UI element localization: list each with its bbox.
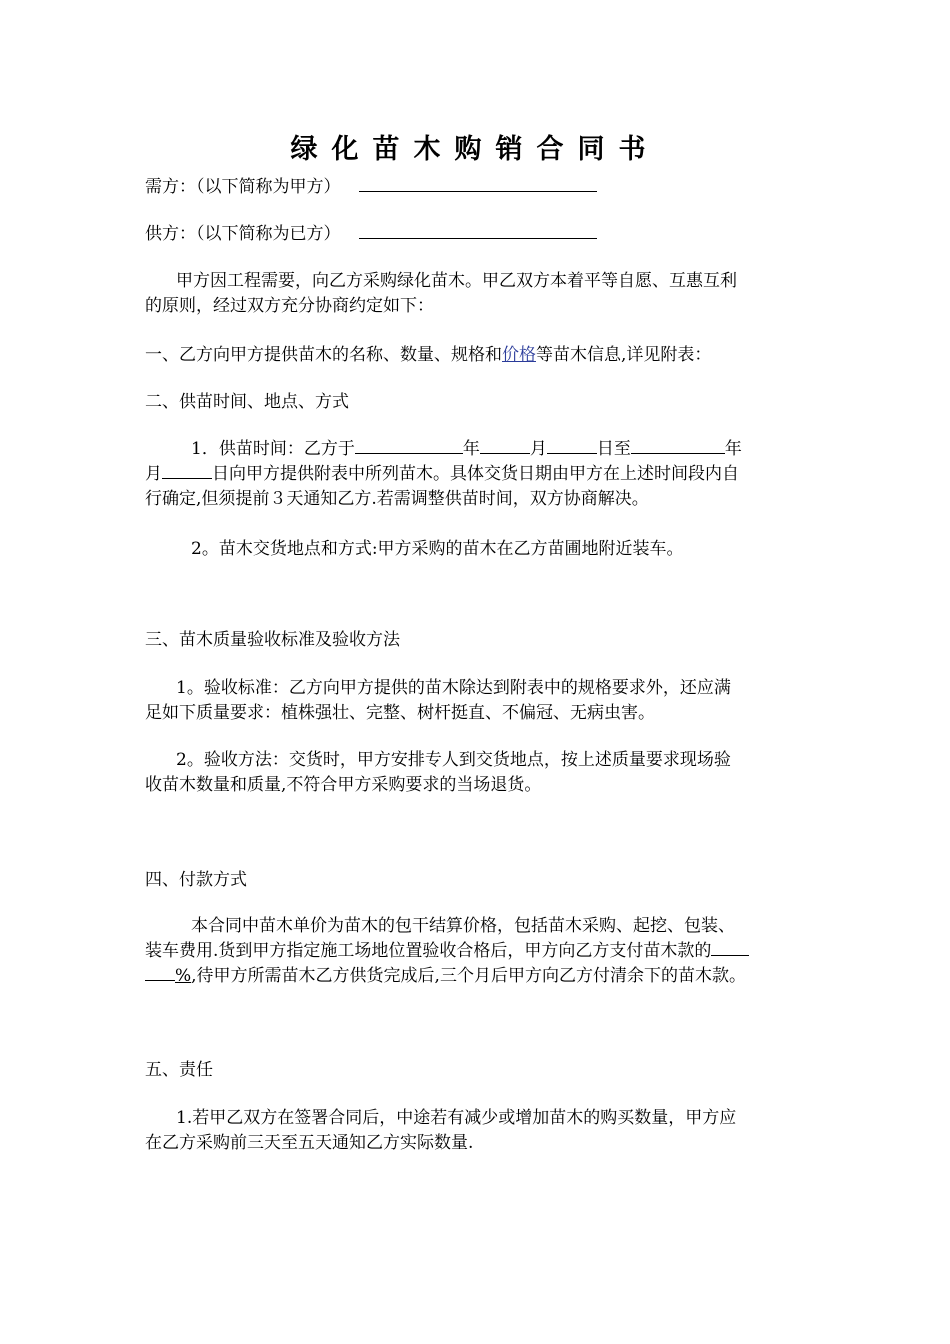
supplier-label: 供方：（以下简称为已方） (145, 224, 341, 244)
month-label-2: 月 (145, 464, 162, 484)
percent-sign: % (175, 966, 192, 986)
section-3-heading: 三、苗木质量验收标准及验收方法 (145, 630, 400, 650)
buyer-line (145, 175, 597, 199)
acceptance-method-line-2: 收苗木数量和质量,不符合甲方采购要求的当场退货。 (145, 775, 542, 795)
start-day-blank[interactable] (547, 437, 597, 454)
acceptance-standard-line-2: 足如下质量要求：植株强壮、完整、树杆挺直、不偏冠、无病虫害。 (145, 703, 655, 723)
section-5-heading: 五、责任 (145, 1060, 213, 1080)
delivery-method: 2。苗木交货地点和方式:甲方采购的苗木在乙方苗圃地附近装车。 (191, 539, 684, 559)
section-2-heading: 二、供苗时间、地点、方式 (145, 392, 349, 412)
payment-text: 装车费用.货到甲方指定施工场地位置验收合格后，甲方向乙方支付苗木款的 (145, 941, 712, 961)
document-title: 绿化苗木购销合同书 (290, 134, 660, 165)
supply-time-label: 1．供苗时间：乙方于 (191, 439, 355, 459)
day-to-label: 日至 (596, 439, 631, 459)
intro-line-1: 甲方因工程需要，向乙方采购绿化苗木。甲乙双方本着平等自愿、互惠互利 (176, 271, 737, 291)
year-label: 年 (462, 439, 480, 459)
responsibility-line-1: 1.若甲乙双方在签署合同后，中途若有减少或增加苗木的购买数量，甲方应 (176, 1108, 737, 1128)
year-label-2: 年 (724, 439, 742, 459)
supply-time-line-1 (191, 437, 742, 461)
payment-percent-blank[interactable] (711, 939, 749, 956)
buyer-name-blank[interactable] (359, 177, 597, 192)
supply-time-line-2 (145, 462, 739, 486)
payment-line-2 (145, 939, 749, 963)
acceptance-method-line-1: 2。验收方法：交货时，甲方安排专人到交货地点，按上述质量要求现场验 (176, 750, 731, 770)
supply-time-text: 日向甲方提供附表中所列苗木。具体交货日期由甲方在上述时间段内自 (212, 464, 739, 484)
supplier-line (145, 222, 597, 246)
supplier-name-blank[interactable] (359, 224, 597, 239)
acceptance-standard-line-1: 1。验收标准：乙方向甲方提供的苗木除达到附表中的规格要求外，还应满 (176, 678, 731, 698)
section-1 (145, 343, 711, 367)
buyer-label: 需方：（以下简称为甲方） (145, 177, 341, 197)
payment-percent-blank-cont[interactable] (145, 964, 175, 981)
payment-remainder-text: ,待甲方所需苗木乙方供货完成后,三个月后甲方向乙方付清余下的苗木款。 (191, 966, 746, 986)
responsibility-line-2: 在乙方采购前三天至五天通知乙方实际数量. (145, 1133, 474, 1153)
payment-line-3 (145, 964, 746, 988)
start-year-blank[interactable] (355, 437, 463, 454)
month-label: 月 (529, 439, 547, 459)
intro-line-2: 的原则，经过双方充分协商约定如下： (145, 296, 434, 316)
section-4-heading: 四、付款方式 (145, 870, 247, 890)
section-1-rest: 等苗木信息,详见附表： (536, 345, 712, 365)
section-1-text: 一、乙方向甲方提供苗木的名称、数量、规格和 (145, 345, 502, 365)
price-link[interactable]: 价格 (502, 345, 536, 365)
payment-line-1: 本合同中苗木单价为苗木的包干结算价格，包括苗木采购、起挖、包装、 (191, 916, 735, 936)
start-month-blank[interactable] (480, 437, 530, 454)
end-month-blank[interactable] (162, 462, 212, 479)
supply-time-line-3: 行确定,但须提前３天通知乙方.若需调整供苗时间，双方协商解决。 (145, 489, 649, 509)
end-year-blank[interactable] (631, 437, 725, 454)
